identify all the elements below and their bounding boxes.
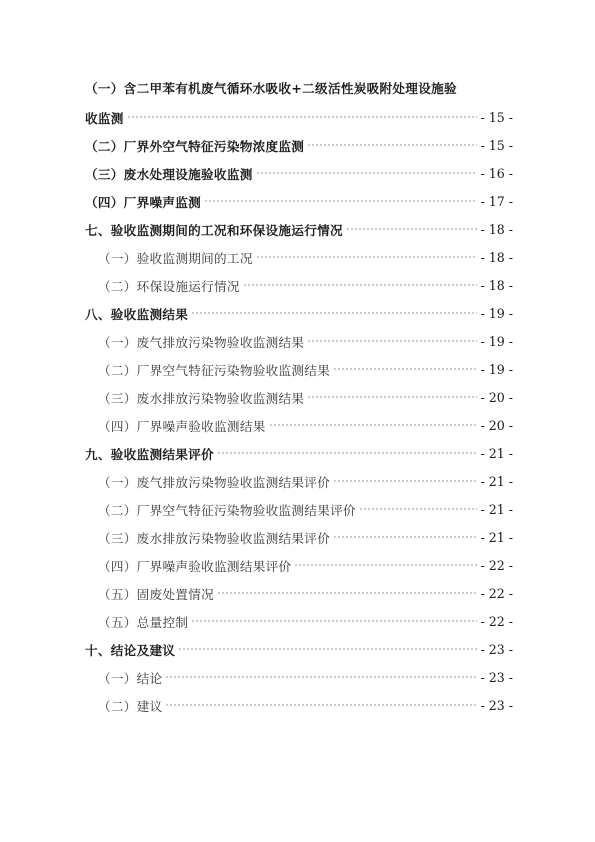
- toc-entry-label: （五）总量控制: [98, 614, 189, 630]
- toc-page-number: - 17 -: [480, 193, 513, 209]
- dot-leader: [333, 368, 477, 370]
- toc-entry[interactable]: [98, 611, 513, 631]
- toc-entry[interactable]: [98, 667, 513, 687]
- toc-entry[interactable]: [85, 191, 513, 211]
- dot-leader: [165, 676, 477, 678]
- toc-entry-label: （一）验收监测期间的工况: [98, 250, 253, 266]
- dot-leader: [165, 704, 477, 706]
- toc-entry-label: 收监测: [85, 110, 124, 126]
- toc-page-number: - 22 -: [480, 613, 513, 629]
- toc-entry-label: （二）建议: [98, 698, 163, 714]
- dot-leader: [333, 480, 477, 482]
- toc-page-number: - 21 -: [480, 529, 513, 545]
- toc-page-number: - 22 -: [480, 557, 513, 573]
- toc-entry-label: 七、验收监测期间的工况和环保设施运行情况: [85, 222, 343, 238]
- toc-entry[interactable]: [85, 135, 513, 155]
- toc-entry[interactable]: [98, 555, 513, 575]
- toc-entry-label: （四）厂界噪声验收监测结果: [98, 418, 266, 434]
- toc-entry-label: （四）厂界噪声监测: [85, 194, 202, 210]
- toc-entry[interactable]: [98, 471, 513, 491]
- toc-entry-label: （一）含二甲苯有机废气循环水吸收+二级活性炭吸附处理设施验: [85, 81, 457, 96]
- toc-page-number: - 23 -: [480, 697, 513, 713]
- toc-entry[interactable]: [98, 499, 513, 519]
- toc-page-number: - 23 -: [480, 641, 513, 657]
- dot-leader: [307, 144, 477, 146]
- toc-entry[interactable]: [85, 219, 513, 239]
- dot-leader: [307, 396, 477, 398]
- dot-leader: [294, 564, 477, 566]
- toc-page-number: - 21 -: [480, 501, 513, 517]
- dot-leader: [333, 536, 477, 538]
- toc-entry[interactable]: [85, 303, 513, 323]
- toc-entry-label: （四）厂界噪声验收监测结果评价: [98, 558, 292, 574]
- dot-leader: [307, 340, 477, 342]
- toc-entry[interactable]: [98, 583, 513, 603]
- dot-leader: [191, 620, 477, 622]
- toc-page-number: - 19 -: [480, 305, 513, 321]
- toc-page-number: - 18 -: [480, 249, 513, 265]
- toc-entry[interactable]: [98, 247, 513, 267]
- toc-entry-label: （二）环保设施运行情况: [98, 278, 240, 294]
- toc-entry-label: 九、验收监测结果评价: [85, 446, 214, 462]
- toc-page-number: - 23 -: [480, 669, 513, 685]
- dot-leader: [217, 452, 478, 454]
- toc-page-number: - 15 -: [480, 137, 513, 153]
- toc-entry-label: （一）结论: [98, 670, 163, 686]
- dot-leader: [269, 424, 478, 426]
- dot-leader: [346, 228, 478, 230]
- toc-entry-label: 八、验收监测结果: [85, 306, 189, 322]
- toc-entry[interactable]: [85, 107, 513, 127]
- dot-leader: [191, 312, 477, 314]
- toc-page-number: - 15 -: [480, 109, 513, 125]
- toc-entry[interactable]: [98, 527, 513, 547]
- toc-entry[interactable]: [85, 443, 513, 463]
- dot-leader: [243, 284, 478, 286]
- dot-leader: [178, 648, 477, 650]
- toc-entry[interactable]: [98, 387, 513, 407]
- dot-leader: [217, 592, 477, 594]
- toc-entry-label: （一）废气排放污染物验收监测结果: [98, 334, 305, 350]
- toc-page-number: - 18 -: [480, 277, 513, 293]
- toc-entry-label: （三）废水排放污染物验收监测结果评价: [98, 530, 331, 546]
- dot-leader: [256, 256, 478, 258]
- toc-entry-label: （二）厂界空气特征污染物验收监测结果: [98, 362, 331, 378]
- toc-page-number: - 20 -: [480, 389, 513, 405]
- toc-page-number: - 21 -: [480, 445, 513, 461]
- toc-entry-label: （二）厂界外空气特征污染物浓度监测: [85, 138, 305, 154]
- toc-entry-label: （三）废水排放污染物验收监测结果: [98, 390, 305, 406]
- toc-entry[interactable]: [98, 695, 513, 715]
- dot-leader: [359, 508, 478, 510]
- toc-entry[interactable]: [98, 359, 513, 379]
- toc-entry[interactable]: [98, 275, 513, 295]
- dot-leader: [204, 200, 477, 202]
- toc-entry-label: 十、结论及建议: [85, 642, 176, 658]
- toc-entry[interactable]: [85, 163, 513, 183]
- toc-entry-label: （二）厂界空气特征污染物验收监测结果评价: [98, 502, 356, 518]
- toc-entry[interactable]: [85, 639, 513, 659]
- toc-page-number: - 16 -: [480, 165, 513, 181]
- toc-page-number: - 18 -: [480, 221, 513, 237]
- toc-entry[interactable]: [98, 415, 513, 435]
- toc-page-number: - 22 -: [480, 585, 513, 601]
- toc-page-number: - 19 -: [480, 333, 513, 349]
- dot-leader: [256, 172, 478, 174]
- toc-entry-label: （三）废水处理设施验收监测: [85, 166, 253, 182]
- toc-page-number: - 21 -: [480, 473, 513, 489]
- toc-entry[interactable]: [98, 331, 513, 351]
- toc-entry-label: （一）废气排放污染物验收监测结果评价: [98, 474, 331, 490]
- toc-entry-label: （五）固废处置情况: [98, 586, 215, 602]
- dot-leader: [127, 116, 478, 118]
- toc-page-number: - 19 -: [480, 361, 513, 377]
- toc-page-number: - 20 -: [480, 417, 513, 433]
